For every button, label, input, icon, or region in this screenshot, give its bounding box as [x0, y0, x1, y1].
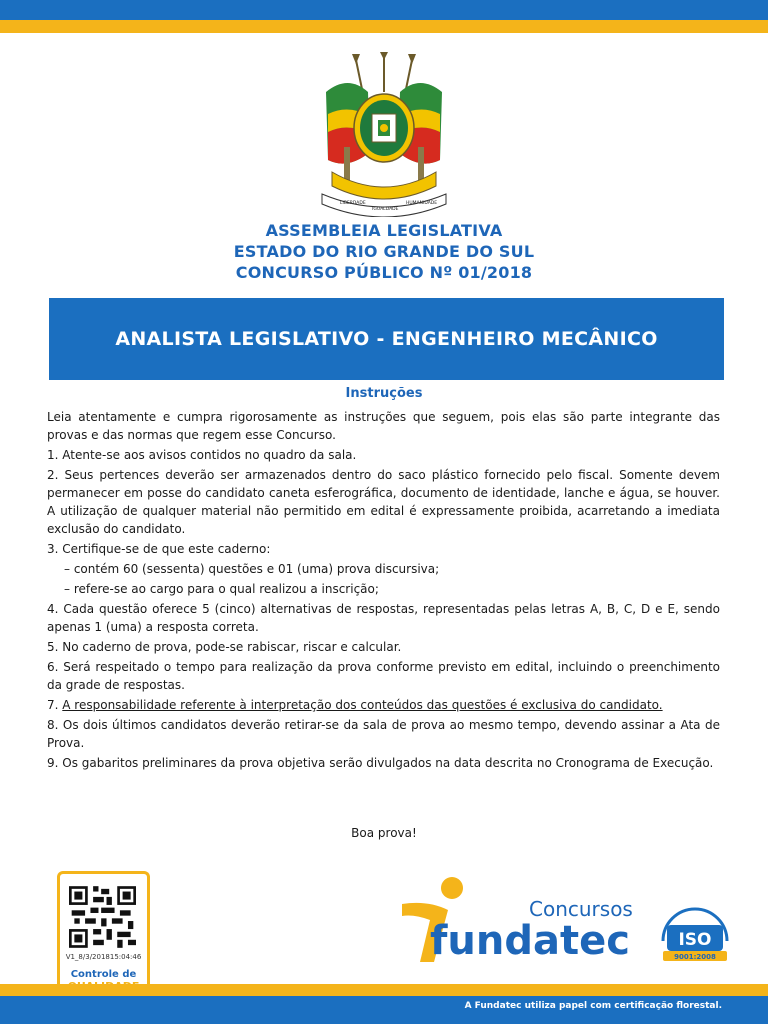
instructions-title: Instruções	[345, 386, 423, 401]
instructions-list	[47, 408, 720, 774]
cargo-banner	[49, 298, 724, 380]
forest-certification-note: A Fundatec utiliza papel com certificação florestal.	[464, 1001, 722, 1011]
top-blue-stripe	[0, 0, 768, 20]
qr-code-icon	[69, 886, 136, 948]
instruction-item-7-text: A responsabilidade referente à interpretação dos conteúdos das questões é exclusiva do candidato.	[62, 698, 663, 712]
bottom-yellow-stripe	[0, 984, 768, 996]
instruction-item-1: 1. Atente-se aos avisos contidos no quadro da sala.	[47, 448, 357, 462]
coat-motto-center: IGUALDADE	[372, 207, 399, 212]
instruction-item-7	[47, 696, 720, 714]
institution-header	[0, 220, 768, 283]
instructions-intro: Leia atentamente e cumpra rigorosamente as instruções que seguem, pois elas são parte integrante das provas e das normas que regem esse Concurso.	[47, 410, 720, 442]
coat-of-arms-icon	[318, 52, 450, 217]
instruction-item-5: 5. No caderno de prova, pode-se rabiscar, riscar e calcular.	[47, 640, 402, 654]
instruction-item-2: 2. Seus pertences deverão ser armazenados dentro do saco plástico fornecido pelo fiscal. Somente devem permanecer em posse do candidato caneta esferográfica, documento de identidade, lanche e água, se houver. A utilização de qualquer material não permitido em edital é expressamente proibida, acarretando a imediata exclusão do candidato.	[47, 468, 720, 536]
quality-line-1: Controle de	[70, 969, 137, 980]
coat-motto-left: LIBERDADE	[340, 201, 366, 206]
fundatec-wordmark: fundatec	[430, 918, 630, 964]
closing-message: Boa prova!	[351, 826, 417, 840]
header-line-estado: ESTADO DO RIO GRANDE DO SUL	[233, 242, 535, 261]
iso-label: ISO	[678, 930, 712, 950]
iso-certification-icon	[659, 907, 731, 963]
concursos-wordmark: Concursos	[529, 897, 633, 921]
qr-version-id: V1_8/3/201815:04:46	[65, 953, 142, 961]
instruction-item-3a: – contém 60 (sessenta) questões e 01 (uma) prova discursiva;	[64, 562, 440, 576]
cargo-title: ANALISTA LEGISLATIVO - ENGENHEIRO MECÂNICO	[115, 328, 658, 350]
header-line-assembleia: ASSEMBLEIA LEGISLATIVA	[265, 221, 503, 240]
instruction-item-7-number: 7.	[47, 698, 59, 712]
coat-motto-right: HUMANIDADE	[406, 201, 438, 206]
iso-code: 9001:2008	[674, 953, 716, 961]
instruction-item-4: 4. Cada questão oferece 5 (cinco) alternativas de respostas, representadas pelas letras A, B, C, D e E, sendo apenas 1 (uma) a resposta correta.	[47, 602, 720, 634]
instruction-item-6: 6. Será respeitado o tempo para realização da prova conforme previsto em edital, incluindo o preenchimento da grade de respostas.	[47, 660, 720, 692]
instruction-item-3b: – refere-se ao cargo para o qual realizou a inscrição;	[64, 582, 379, 596]
top-yellow-stripe	[0, 20, 768, 33]
header-line-concurso: CONCURSO PÚBLICO Nº 01/2018	[235, 263, 533, 282]
instruction-item-3: 3. Certifique-se de que este caderno:	[47, 542, 271, 556]
instruction-item-9: 9. Os gabaritos preliminares da prova objetiva serão divulgados na data descrita no Cronograma de Execução.	[47, 756, 714, 770]
instruction-item-8: 8. Os dois últimos candidatos deverão retirar-se da sala de prova ao mesmo tempo, devendo assinar a Ata de Prova.	[47, 718, 720, 750]
